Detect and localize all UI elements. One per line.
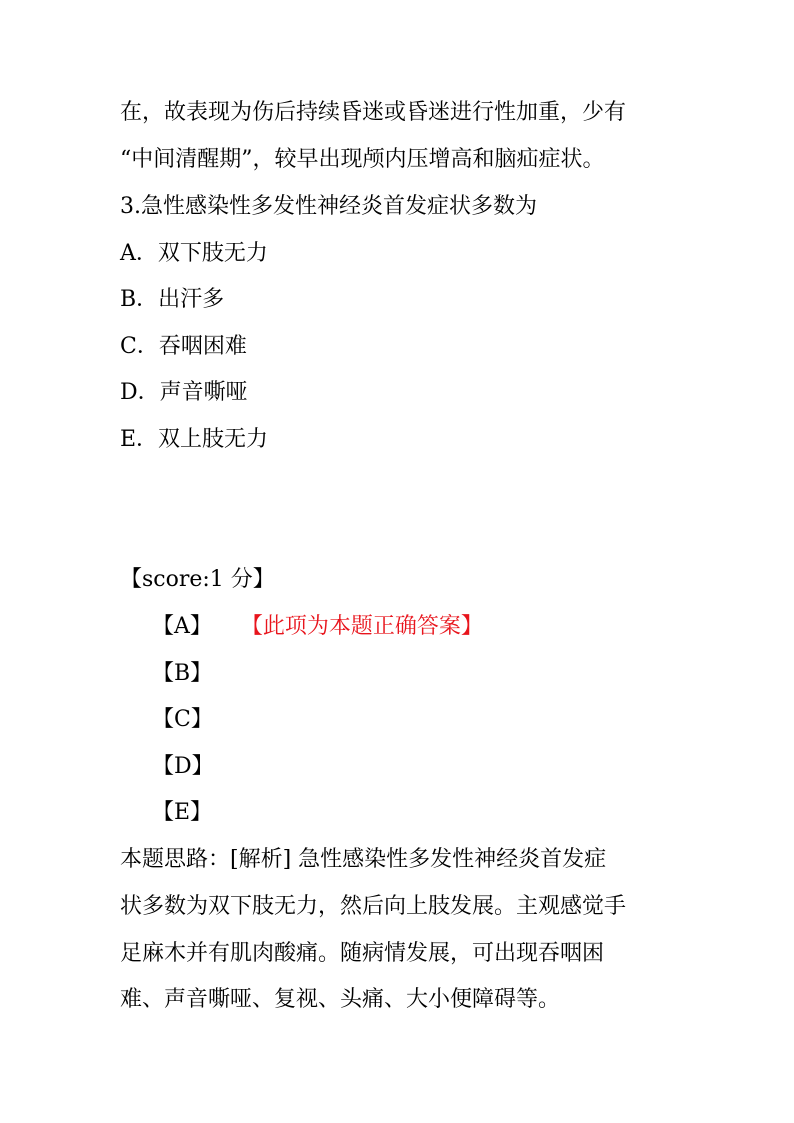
- option-e: E．双上肢无力: [120, 427, 269, 452]
- option-a: A．双下肢无力: [120, 241, 268, 266]
- answer-c: 【C】: [152, 707, 213, 732]
- option-d: D．声音嘶哑: [120, 380, 248, 405]
- option-b: B．出汗多: [120, 287, 225, 312]
- score-label: 【score:1 分】: [120, 567, 275, 592]
- answer-a: 【A】: [152, 614, 212, 639]
- explanation-line-4: 难、声音嘶哑、复视、头痛、大小便障碍等。: [120, 987, 561, 1012]
- option-c: C．吞咽困难: [120, 334, 247, 359]
- explanation-line-3: 足麻木并有肌肉酸痛。随病情发展，可出现吞咽困: [120, 941, 605, 966]
- explanation-line-2: 状多数为双下肢无力，然后向上肢发展。主观感觉手: [120, 894, 627, 919]
- correct-answer-marker: 【此项为本题正确答案】: [251, 614, 483, 639]
- question-stem: 3.急性感染性多发性神经炎首发症状多数为: [120, 194, 537, 219]
- answer-e: 【E】: [152, 800, 213, 825]
- explanation-line-1: 本题思路：[解析] 急性感染性多发性神经炎首发症: [120, 847, 607, 872]
- answer-row-a: [152, 613, 483, 641]
- answer-d: 【D】: [152, 754, 214, 779]
- passage-line-1: 在，故表现为伤后持续昏迷或昏迷进行性加重，少有: [120, 100, 627, 125]
- passage-line-2: “中间清醒期”，较早出现颅内压增高和脑疝症状。: [120, 147, 605, 172]
- answer-b: 【B】: [152, 661, 213, 686]
